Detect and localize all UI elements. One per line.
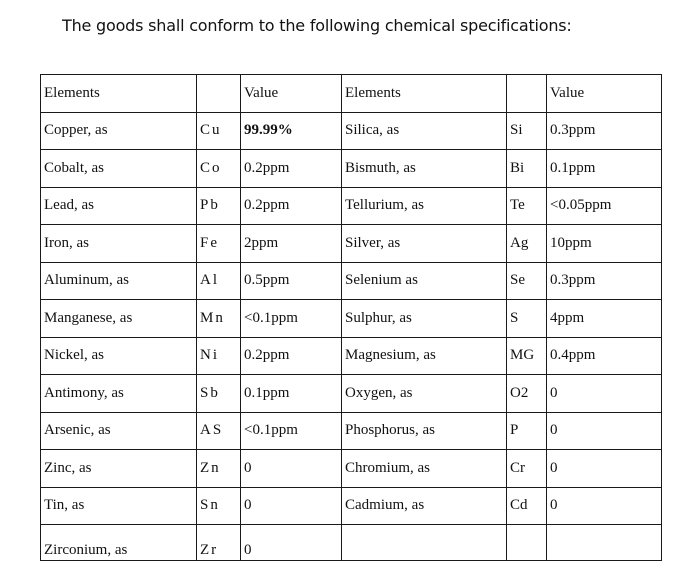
element-symbol-left: Zn: [197, 450, 241, 488]
element-name-left: Cobalt, as: [41, 150, 197, 188]
table-row: [41, 112, 662, 150]
element-name-left: Manganese, as: [41, 300, 197, 338]
element-value-left: 0: [241, 450, 342, 488]
element-name-left: Zirconium, as: [41, 525, 197, 561]
element-symbol-right: Ag: [507, 225, 547, 263]
element-name-right: Bismuth, as: [342, 150, 507, 188]
element-name-left: Antimony, as: [41, 375, 197, 413]
element-symbol-left: Fe: [197, 225, 241, 263]
element-value-right: 0.1ppm: [547, 150, 662, 188]
element-symbol-left: Mn: [197, 300, 241, 338]
intro-text: The goods shall conform to the following chemical specifications:: [62, 16, 572, 35]
element-name-left: Arsenic, as: [41, 412, 197, 450]
element-symbol-left: AS: [197, 412, 241, 450]
table-row: [41, 337, 662, 375]
element-name-left: Iron, as: [41, 225, 197, 263]
element-value-right: 0.4ppm: [547, 337, 662, 375]
element-symbol-left: Sb: [197, 375, 241, 413]
element-name-right: Tellurium, as: [342, 187, 507, 225]
element-name-right: Silica, as: [342, 112, 507, 150]
element-value-right: 0: [547, 487, 662, 525]
table-row: [41, 450, 662, 488]
element-value-left: <0.1ppm: [241, 300, 342, 338]
element-name-right: Selenium as: [342, 262, 507, 300]
element-symbol-right: [507, 525, 547, 561]
table-row: [41, 487, 662, 525]
element-value-right: 4ppm: [547, 300, 662, 338]
table-row: [41, 225, 662, 263]
table-row: [41, 150, 662, 188]
element-symbol-right: Cd: [507, 487, 547, 525]
element-symbol-right: Te: [507, 187, 547, 225]
element-value-left: 0: [241, 487, 342, 525]
element-value-right: 0: [547, 412, 662, 450]
element-symbol-right: Cr: [507, 450, 547, 488]
table-row: [41, 300, 662, 338]
element-value-right: 0.3ppm: [547, 262, 662, 300]
chemical-spec-table: [40, 74, 662, 561]
header-elements-left: Elements: [41, 75, 197, 113]
element-name-right: Silver, as: [342, 225, 507, 263]
element-name-left: Nickel, as: [41, 337, 197, 375]
element-symbol-left: Ni: [197, 337, 241, 375]
element-name-right: [342, 525, 507, 561]
element-value-right: [547, 525, 662, 561]
header-elements-right: Elements: [342, 75, 507, 113]
element-symbol-right: MG: [507, 337, 547, 375]
element-name-left: Lead, as: [41, 187, 197, 225]
element-symbol-left: Pb: [197, 187, 241, 225]
element-name-left: Aluminum, as: [41, 262, 197, 300]
table-row: [41, 262, 662, 300]
element-name-right: Sulphur, as: [342, 300, 507, 338]
element-value-left: 0.1ppm: [241, 375, 342, 413]
element-value-left: 0.5ppm: [241, 262, 342, 300]
element-symbol-right: O2: [507, 375, 547, 413]
element-name-right: Oxygen, as: [342, 375, 507, 413]
element-name-right: Cadmium, as: [342, 487, 507, 525]
element-value-left: 0.2ppm: [241, 150, 342, 188]
element-value-left: 0.2ppm: [241, 337, 342, 375]
element-name-left: Copper, as: [41, 112, 197, 150]
element-symbol-right: S: [507, 300, 547, 338]
header-symbol-right: [507, 75, 547, 113]
header-value-right: Value: [547, 75, 662, 113]
element-value-left: 0.2ppm: [241, 187, 342, 225]
table-row: [41, 187, 662, 225]
element-value-right: 0.3ppm: [547, 112, 662, 150]
element-value-left: 2ppm: [241, 225, 342, 263]
element-name-left: Zinc, as: [41, 450, 197, 488]
element-symbol-left: Cu: [197, 112, 241, 150]
element-value-right: <0.05ppm: [547, 187, 662, 225]
element-symbol-right: Se: [507, 262, 547, 300]
header-symbol-left: [197, 75, 241, 113]
element-symbol-left: Al: [197, 262, 241, 300]
element-symbol-left: Co: [197, 150, 241, 188]
element-symbol-left: Sn: [197, 487, 241, 525]
table-row: [41, 412, 662, 450]
element-name-right: Chromium, as: [342, 450, 507, 488]
element-value-left: <0.1ppm: [241, 412, 342, 450]
element-symbol-right: P: [507, 412, 547, 450]
element-name-right: Magnesium, as: [342, 337, 507, 375]
element-value-left: 99.99%: [241, 112, 342, 150]
element-value-left: 0: [241, 525, 342, 561]
element-symbol-left: Zr: [197, 525, 241, 561]
element-value-right: 10ppm: [547, 225, 662, 263]
element-name-right: Phosphorus, as: [342, 412, 507, 450]
table-header-row: [41, 75, 662, 113]
element-value-right: 0: [547, 450, 662, 488]
element-name-left: Tin, as: [41, 487, 197, 525]
table-row: [41, 525, 662, 561]
table-row: [41, 375, 662, 413]
header-value-left: Value: [241, 75, 342, 113]
element-symbol-right: Bi: [507, 150, 547, 188]
element-value-right: 0: [547, 375, 662, 413]
element-symbol-right: Si: [507, 112, 547, 150]
